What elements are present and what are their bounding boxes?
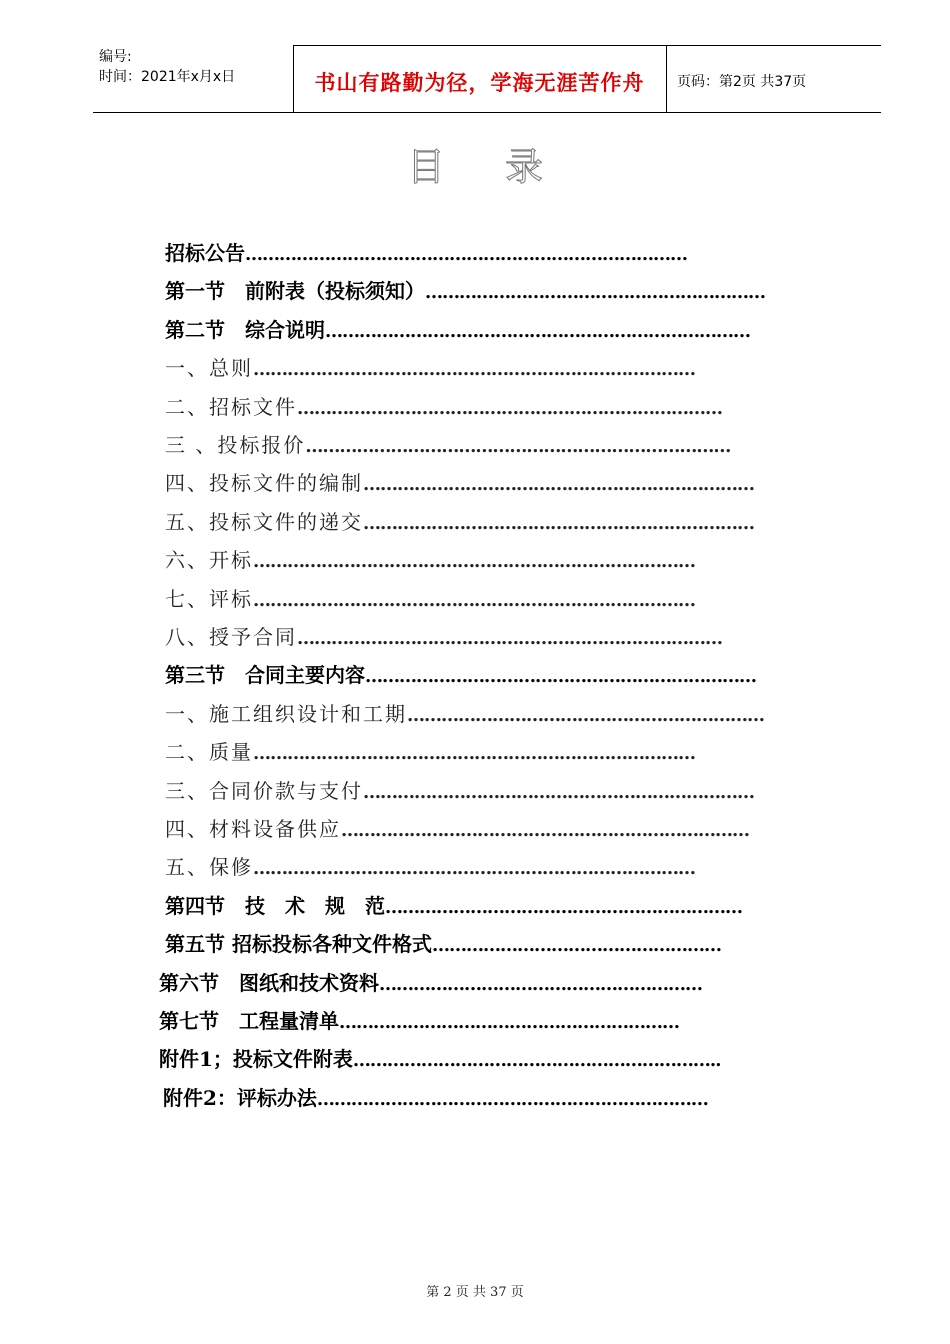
toc-entry[interactable] [165, 390, 722, 424]
toc-entry[interactable] [165, 735, 695, 769]
toc-entry-label: 五、投标文件的递交 [165, 510, 363, 534]
page-title: 目录 [406, 145, 603, 189]
toc-entry-leader: …………………………………………………………………… [253, 551, 695, 572]
toc-entry-leader: ………………………………………………… [379, 974, 702, 995]
toc-entry-leader: ……………………………………………………… [407, 705, 764, 726]
header-bottom-rule [93, 112, 881, 113]
toc-entry-label: 六、开标 [165, 548, 253, 572]
toc-entry-label: 附件1；投标文件附表 [159, 1047, 353, 1071]
toc-entry-label: 第七节 工程量清单 [159, 1009, 339, 1033]
toc-entry-label: 第六节 图纸和技术资料 [159, 971, 379, 995]
toc-entry-leader: ……………………………………………………………… [341, 820, 749, 841]
toc-entry[interactable] [165, 658, 756, 692]
toc-entry-leader: …………………………………………………………………… [245, 244, 687, 265]
toc-entry-label: 第三节 合同主要内容 [165, 663, 365, 687]
toc-entry[interactable] [165, 274, 765, 308]
toc-entry[interactable] [165, 889, 742, 923]
toc-entry-leader: …………………………………………………… [339, 1012, 679, 1033]
toc-entry-leader: …………………………………………………………… [365, 666, 756, 687]
toc-entry[interactable] [165, 236, 687, 270]
header-top-rule [293, 45, 881, 46]
toc-entry[interactable] [165, 351, 695, 385]
toc-entry-leader: ………………………………………………………………… [325, 321, 750, 342]
toc-entry-leader: ………………………………………………………………… [305, 436, 731, 457]
toc-entry-leader: ………………………………………………………………… [297, 398, 722, 419]
toc-entry-leader: ………………………………………………………………… [297, 628, 722, 649]
toc-entry-label: 一、施工组织设计和工期 [165, 702, 407, 726]
toc-entry[interactable] [165, 927, 721, 961]
toc-entry[interactable] [159, 1042, 720, 1076]
header-meta [99, 47, 235, 87]
toc-entry[interactable] [165, 774, 754, 808]
toc-entry-leader: …………………………………………………………………… [253, 359, 695, 380]
toc-entry-label: 二、招标文件 [165, 395, 297, 419]
header-page-info: 页码：第2页 共37页 [677, 74, 807, 90]
toc-entry-label: 七、评标 [165, 587, 253, 611]
toc-entry-label: 第四节 技 术 规 范 [165, 894, 385, 918]
toc-entry[interactable] [165, 543, 695, 577]
toc-entry-label: 四、投标文件的编制 [165, 471, 363, 495]
toc-entry-leader: …………………………………………………………………… [253, 743, 695, 764]
toc-entry-label: 一、总则 [165, 356, 253, 380]
toc-entry-label: 八、授予合同 [165, 625, 297, 649]
toc-entry-label: 附件2：评标办法 [163, 1086, 317, 1110]
toc-entry-leader: …………………………………………………………… [316, 1089, 708, 1110]
toc-entry-label: 第二节 综合说明 [165, 318, 325, 342]
toc-entry-leader: …………………………………………………………… [363, 513, 754, 534]
toc-entry-leader: ……………………………………………………… [385, 897, 742, 918]
toc-entry[interactable] [165, 428, 730, 462]
toc-entry[interactable] [159, 1004, 679, 1038]
toc-entry[interactable] [163, 1081, 708, 1115]
toc-entry[interactable] [165, 697, 764, 731]
toc-entry[interactable] [165, 466, 754, 500]
toc-entry[interactable] [165, 620, 722, 654]
toc-entry[interactable] [165, 850, 695, 884]
toc-entry[interactable] [165, 812, 749, 846]
toc-entry[interactable] [159, 966, 702, 1000]
toc-entry[interactable] [165, 582, 695, 616]
toc-entry-label: 二、质量 [165, 740, 253, 764]
toc-entry-label: 三、合同价款与支付 [165, 779, 363, 803]
toc-entry[interactable] [165, 505, 754, 539]
toc-entry-leader: …………………………………………………………… [363, 474, 754, 495]
toc-entry-leader: …………………………………………… [431, 935, 721, 956]
toc-entry-leader: …………………………………………………………………… [253, 858, 695, 879]
toc-entry-label: 三 、投标报价 [165, 433, 306, 457]
page-footer: 第 2 页 共 37 页 [426, 1285, 524, 1300]
toc-entry[interactable] [165, 313, 750, 347]
toc-entry-leader: …………………………………………………… [425, 282, 765, 303]
page-header [93, 45, 881, 113]
toc-entry-label: 第一节 前附表（投标须知） [165, 279, 425, 303]
toc-entry-leader: ……………………………………………………….. [352, 1050, 721, 1071]
toc-entry-label: 五、保修 [165, 855, 253, 879]
toc-entry-label: 第五节 招标投标各种文件格式 [165, 932, 432, 956]
document-time-label: 时间：2021年x月x日 [99, 69, 236, 85]
header-divider [666, 45, 667, 113]
toc-entry-label: 招标公告 [165, 241, 245, 265]
toc-entry-label: 四、材料设备供应 [165, 817, 341, 841]
toc-entry-leader: …………………………………………………………… [363, 782, 754, 803]
toc-entry-leader: …………………………………………………………………… [253, 590, 695, 611]
document-number-label: 编号: [99, 49, 132, 65]
header-motto: 书山有路勤为径，学海无涯苦作舟 [314, 70, 645, 95]
